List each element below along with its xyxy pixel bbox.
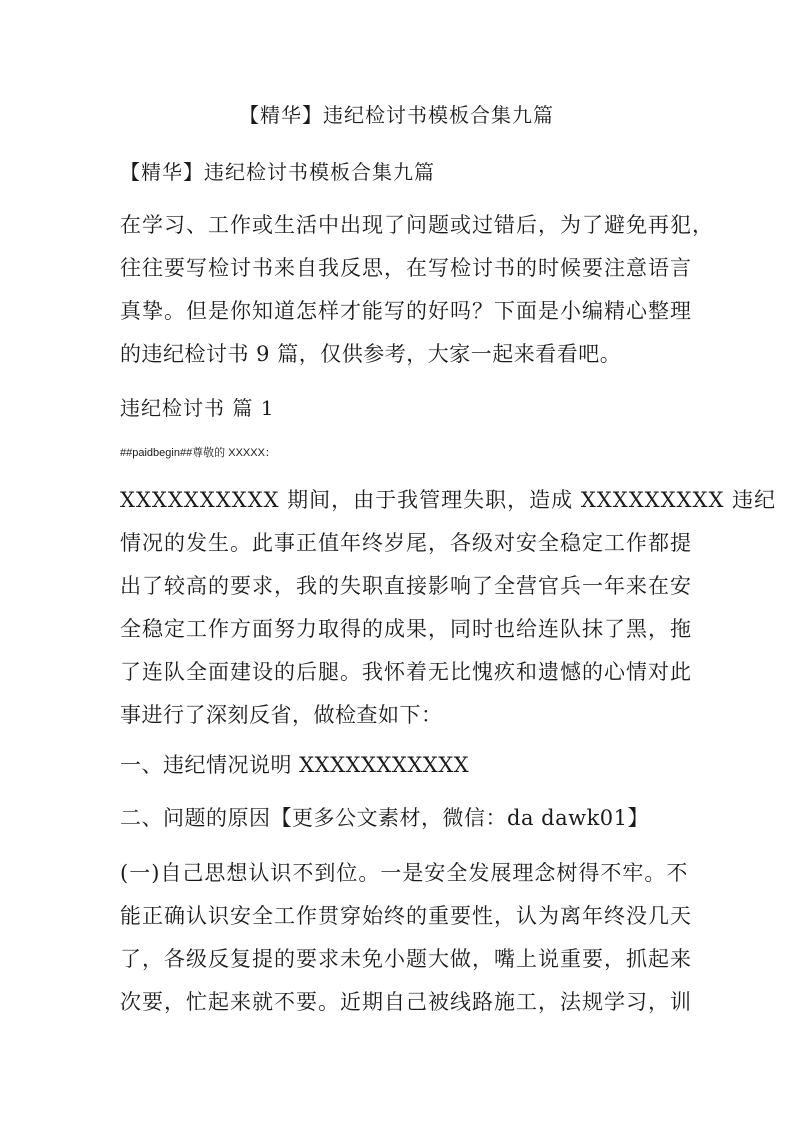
item-one-heading: 一、违纪情况说明 XXXXXXXXXXX xyxy=(120,753,470,777)
cause-line-4: 次要，忙起来就不要。近期自己被线路施工，法规学习，训 xyxy=(120,990,692,1014)
salutation: ##paidbegin##尊敬的 XXXXX： xyxy=(120,447,276,459)
document-title: 【精华】违纪检讨书模板合集九篇 xyxy=(239,103,554,127)
cause-line-2: 能正确认识安全工作贯穿始终的重要性，认为离年终没几天 xyxy=(120,904,692,928)
body-line-1: XXXXXXXXXX 期间，由于我管理失职，造成 XXXXXXXXX 违纪 xyxy=(120,488,777,512)
intro-line-2: 往往要写检讨书来自我反思，在写检讨书的时候要注意语言 xyxy=(120,256,692,280)
body-line-4: 全稳定工作方面努力取得的成果，同时也给连队抹了黑，拖 xyxy=(120,617,692,641)
body-line-2: 情况的发生。此事正值年终岁尾，各级对安全稳定工作都提 xyxy=(120,531,692,555)
body-line-5: 了连队全面建设的后腿。我怀着无比愧疚和遗憾的心情对此 xyxy=(120,660,692,684)
document-heading: 【精华】违纪检讨书模板合集九篇 xyxy=(120,160,435,184)
section-title: 违纪检讨书 篇 1 xyxy=(120,396,275,420)
body-line-3: 出了较高的要求，我的失职直接影响了全营官兵一年来在安 xyxy=(120,574,692,598)
intro-line-1: 在学习、工作或生活中出现了问题或过错后，为了避免再犯， xyxy=(120,213,714,237)
body-line-6: 事进行了深刻反省，做检查如下： xyxy=(120,703,443,727)
cause-line-1: (一)自己思想认识不到位。一是安全发展理念树得不牢。不 xyxy=(120,861,689,885)
item-two-heading: 二、问题的原因【更多公文素材，微信：da dawk01】 xyxy=(120,806,650,830)
intro-line-3: 真挚。但是你知道怎样才能写的好吗？下面是小编精心整理 xyxy=(120,299,692,323)
cause-line-3: 了，各级反复提的要求未免小题大做，嘴上说重要，抓起来 xyxy=(120,947,692,971)
intro-line-4: 的违纪检讨书 9 篇，仅供参考，大家一起来看看吧。 xyxy=(120,342,622,366)
